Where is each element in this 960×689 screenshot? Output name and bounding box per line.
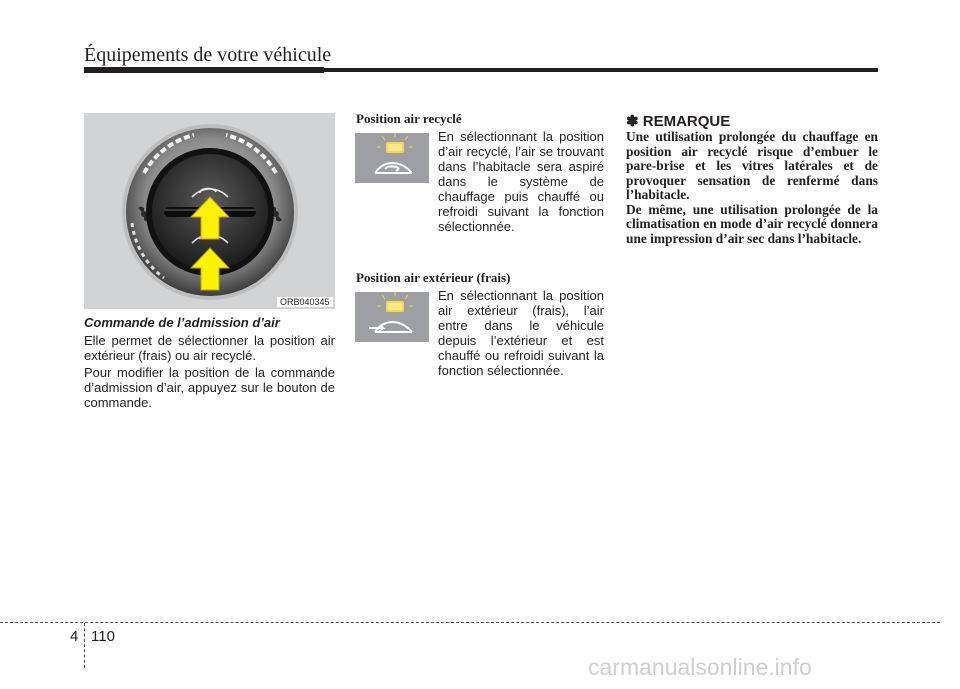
watermark: carmanualsonline.info [588, 654, 812, 680]
footer-rule [0, 622, 940, 623]
recycle-description: En sélectionnant la position d’air recyclé, l’air se trouvant dans l’habitacle sera aspiré dans le système de chauffage puis chauffé ou refroidi suivant la fonction sélectionnée. [438, 129, 604, 234]
note-heading: ✽ REMARQUE [626, 113, 731, 130]
air-intake-knob-illustration [84, 113, 335, 309]
footer-divider [84, 623, 85, 668]
figure-reference-code: ORB040345 [277, 297, 333, 307]
intro-paragraph: Elle permet de sélectionner la position air extérieur (frais) ou air recyclé. [84, 333, 335, 363]
fresh-description: En sélectionnant la position air extérieur (frais), l’air entre dans le véhicule depuis l’extérieur et est chauffé ou refroidi suivant la fonction sélectionnée. [438, 288, 604, 378]
instruction-paragraph: Pour modifier la position de la commande d’admission d’air, appuyez sur le bouton de commande. [84, 365, 335, 410]
section-heading: Commande de l’admission d’air [84, 315, 280, 330]
recirculation-icon [355, 133, 429, 183]
header-rule-accent [84, 67, 324, 73]
page-number: 110 [91, 628, 115, 645]
page-header-title: Équipements de votre véhicule [84, 44, 332, 66]
chapter-number: 4 [70, 628, 79, 645]
note-body [626, 130, 878, 246]
recycle-heading: Position air recyclé [356, 111, 462, 126]
fresh-heading: Position air extérieur (frais) [356, 270, 511, 285]
air-intake-control-figure [84, 113, 335, 309]
note-paragraph-2: De même, une utilisation prolongée de la climatisation en mode d’air recyclé donnera une impression d’air sec dans l’habitacle. [626, 201, 878, 246]
fresh-air-icon [355, 292, 429, 342]
note-paragraph-1: Une utilisation prolongée du chauffage en position air recyclé risque d’embuer le pare-brise et les vitres latérales et de provoquer sensation de renfermé dans l’habitacle. [626, 129, 878, 202]
